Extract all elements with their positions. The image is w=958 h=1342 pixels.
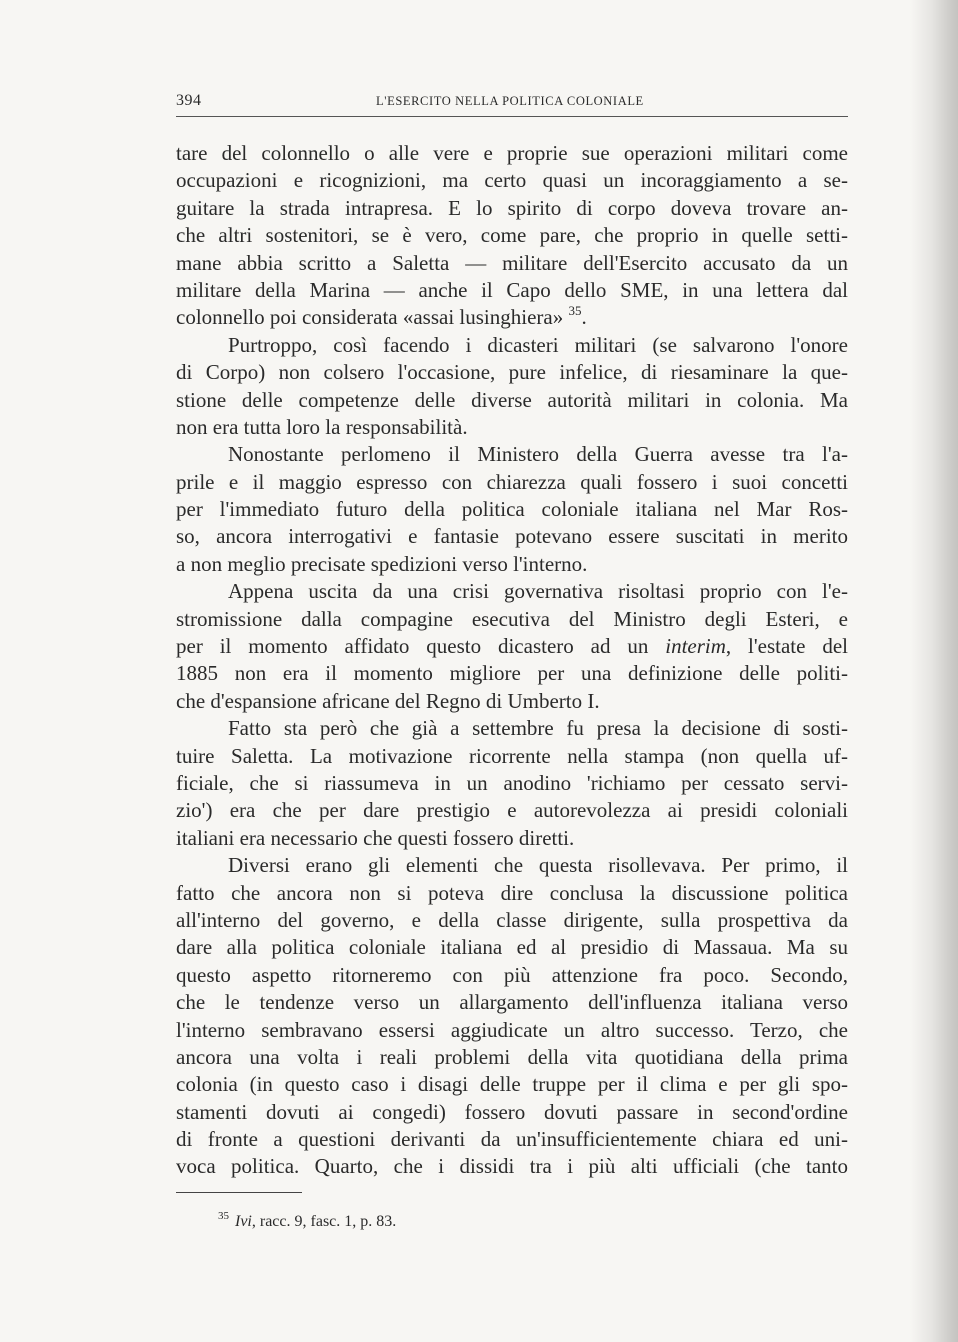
text-line: occupazioni e ricognizioni, ma certo quasi un incoraggiamento a se-: [176, 168, 848, 193]
text-line: tare del colonnello o alle vere e proprie sue operazioni militari come: [176, 141, 848, 165]
text-line: colonia (in questo caso i disagi delle truppe per il clima e per gli spo-: [176, 1072, 848, 1097]
text-line: Nonostante perlomeno il Ministero della Guerra avesse tra l'a-: [228, 442, 848, 467]
text-line: so, ancora interrogativi e fantasie potevano essere suscitati in merito: [176, 524, 848, 549]
page-edge-shadow: [910, 0, 958, 1342]
text-line: stamenti dovuti ai congedi) fossero dovuti passare in second'ordine: [176, 1099, 848, 1124]
paragraph: [176, 332, 848, 442]
text-line: mane abbia scritto a Saletta — militare dell'Esercito accusato da un: [176, 250, 848, 275]
text-line: stromissione dalla compagine esecutiva del Ministro degli Esteri, e: [176, 606, 848, 631]
text-line: che d'espansione africane del Regno di Umberto I.: [176, 688, 600, 713]
running-head: L'ESERCITO NELLA POLITICA COLONIALE: [376, 94, 644, 108]
text-line: Purtroppo, così facendo i dicasteri militari (se salvarono l'onore: [228, 332, 848, 357]
text-line: che altri sostenitori, se è vero, come pare, che proprio in quelle setti-: [176, 223, 848, 248]
footnote: [218, 1210, 396, 1231]
italic-term: interim: [665, 634, 726, 659]
text-line: per il momento affidato questo dicastero ad un interim, l'estate del: [176, 634, 848, 659]
text-line: di fronte a questioni derivanti da un'insufficientemente chiara ed uni-: [176, 1127, 848, 1152]
footnote-detail: , racc. 9, fasc. 1, p. 83.: [251, 1213, 397, 1230]
text-line: di Corpo) non colsero l'occasione, pure infelice, di riesaminare la que-: [176, 360, 848, 385]
text-line: Appena uscita da una crisi governativa risoltasi proprio con l'e-: [228, 579, 848, 604]
text-line: militare della Marina — anche il Capo dello SME, in una lettera dal: [176, 277, 848, 302]
paragraph: [176, 715, 848, 852]
text-line: guitare la strada intrapresa. E lo spirito di corpo doveva trovare an-: [176, 195, 848, 220]
text-line: Fatto sta però che già a settembre fu presa la decisione di sosti-: [228, 716, 848, 741]
paragraph: [176, 140, 848, 332]
paragraph: [176, 578, 848, 715]
text-line: a non meglio precisate spedizioni verso l'interno.: [176, 551, 588, 576]
text-line: per l'immediato futuro della politica coloniale italiana nel Mar Ros-: [176, 497, 848, 522]
text-line: ancora una volta i reali problemi della vita quotidiana della prima: [176, 1044, 848, 1069]
text-line: prile e il maggio espresso con chiarezza quali fossero i suoi concetti: [176, 469, 848, 494]
footnote-reference[interactable]: 35: [568, 303, 582, 319]
text-line: 1885 non era il momento migliore per una definizione delle politi-: [176, 661, 848, 686]
text-line: fatto che ancora non si poteva dire conclusa la discussione politica: [176, 880, 848, 905]
text-line: voca politica. Quarto, che i dissidi tra i più alti ufficiali (che tanto: [176, 1154, 848, 1179]
text-line: tuire Saletta. La motivazione ricorrente nella stampa (non quella uf-: [176, 743, 848, 768]
text-line: Diversi erano gli elementi che questa risollevava. Per primo, il: [228, 853, 848, 878]
text-line: questo aspetto ritorneremo con più attenzione fra poco. Secondo,: [176, 962, 848, 987]
body-text: [176, 140, 848, 1181]
page-number: 394: [176, 92, 202, 109]
text-line: non era tutta loro la responsabilità.: [176, 414, 468, 439]
text-line: dare alla politica coloniale italiana ed al presidio di Massaua. Ma su: [176, 935, 848, 960]
text-line: all'interno del governo, e della classe dirigente, sulla prospettiva da: [176, 907, 848, 932]
page-header: [176, 92, 848, 117]
text-line: zio') era che per dare prestigio e autorevolezza ai presidi coloniali: [176, 798, 848, 823]
footnote-source: Ivi: [235, 1213, 252, 1230]
text-line: colonnello poi considerata «assai lusinghiera» $^{35}$.: [176, 303, 587, 330]
text-line: che le tendenze verso un allargamento dell'influenza italiana verso: [176, 990, 848, 1015]
paragraph: [176, 852, 848, 1181]
text-line: l'interno sembravano essersi aggiudicate un altro successo. Terzo, che: [176, 1017, 848, 1042]
footnote-number: 35: [218, 1210, 229, 1222]
paragraph: [176, 441, 848, 578]
text-line: ficiale, che si riassumeva in un anodino 'richiamo per cessato servi-: [176, 770, 848, 795]
text-line: stione delle competenze delle diverse autorità militari in colonia. Ma: [176, 387, 848, 412]
footnote-rule: [176, 1192, 302, 1193]
text-line: italiani era necessario che questi fossero diretti.: [176, 825, 575, 850]
